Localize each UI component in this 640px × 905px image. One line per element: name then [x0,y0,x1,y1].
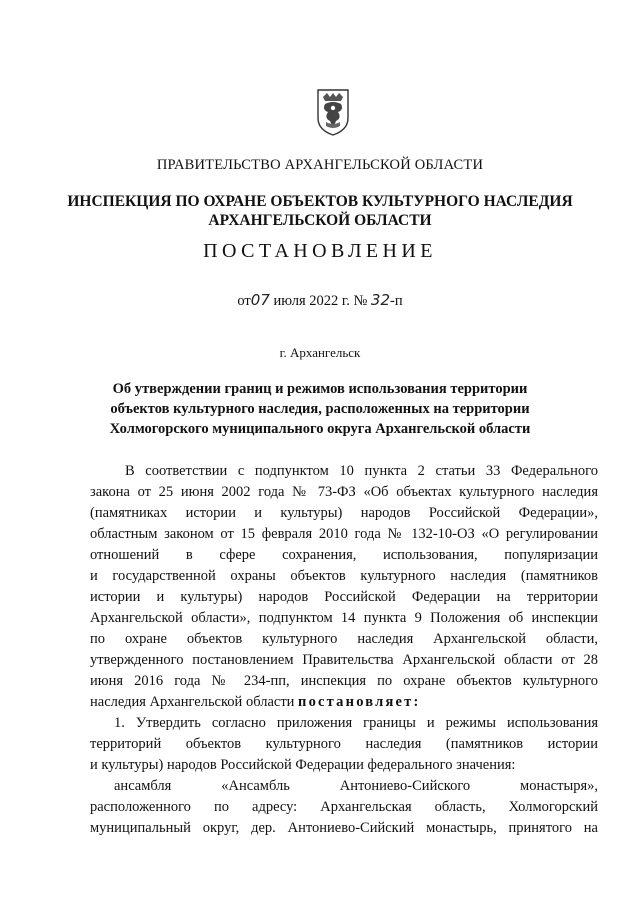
ensemble-line: расположенного по адресу: Архангельская область, Холмогорский [90,799,598,815]
date-line [0,291,640,310]
date-prefix: от [237,293,251,309]
ensemble-line: ансамбля «Ансамбль Антониево-Сийского монастыря», [114,778,598,794]
subject-line: Об утверждении границ и режимов использования территории [112,381,528,397]
decree-subject [90,379,550,439]
inspection-title-line: ИНСПЕКЦИЯ ПО ОХРАНЕ ОБЪЕКТОВ КУЛЬТУРНОГО НАСЛЕДИЯ [67,193,573,210]
government-title: ПРАВИТЕЛЬСТВО АРХАНГЕЛЬСКОЙ ОБЛАСТИ [156,157,484,173]
item-1-line: 1. Утвердить согласно приложения границы и режимы использования [114,715,598,731]
city: г. Архангельск [279,345,361,360]
body-line: Архангельской области», подпунктом 14 пункта 9 Положения об инспекции [90,610,598,626]
body-text [90,461,598,839]
body-line-resolves [90,692,598,713]
coat-of-arms-icon [316,88,350,136]
date-day-handwritten: 07 [250,291,270,309]
body-line: В соответствии с подпунктом 10 пункта 2 статьи 33 Федерального [125,463,598,479]
item-1-line: и культуры) народов Российской Федерации федерального значения: [90,757,516,773]
inspection-title-line: АРХАНГЕЛЬСКОЙ ОБЛАСТИ [208,212,432,229]
document-type: ПОСТАНОВЛЕНИЕ [203,240,437,262]
ensemble-line: муниципальный округ, дер. Антониево-Сийский монастырь, принятого на [90,820,598,836]
body-line: утвержденного постановлением Правительства Архангельской области от 28 [90,652,598,668]
body-line: отношений в сфере сохранения, использования, популяризации [90,547,598,563]
resolves-keyword: постановляет: [298,694,421,710]
subject-line: Холмогорского муниципального округа Архангельской области [109,421,531,437]
date-suffix: -п [390,293,403,309]
body-line: по охране объектов культурного наследия Архангельской области, [90,631,598,647]
date-middle: июля 2022 г. № [273,293,368,309]
body-line: (памятниках истории и культуры) народов Российской Федерации», [90,505,598,521]
body-line: июня 2016 года № 234-пп, инспекция по охране объектов культурного [90,673,598,689]
item-1-line: территорий объектов культурного наследия (памятников истории [90,736,598,752]
body-line: и государственной охраны объектов культурного наследия (памятников [90,568,598,584]
inspection-title [60,192,580,230]
subject-line: объектов культурного наследия, расположенных на территории [110,401,530,417]
body-line: областным законом от 15 февраля 2010 года № 132-10-ОЗ «О регулировании [90,526,598,542]
decree-number-handwritten: 32 [370,291,391,309]
body-line: истории и культуры) народов Российской Федерации на территории [90,589,598,605]
body-line: закона от 25 июня 2002 года № 73-ФЗ «Об объектах культурного наследия [90,484,598,500]
resolves-lead-text: наследия Архангельской области [90,694,299,710]
